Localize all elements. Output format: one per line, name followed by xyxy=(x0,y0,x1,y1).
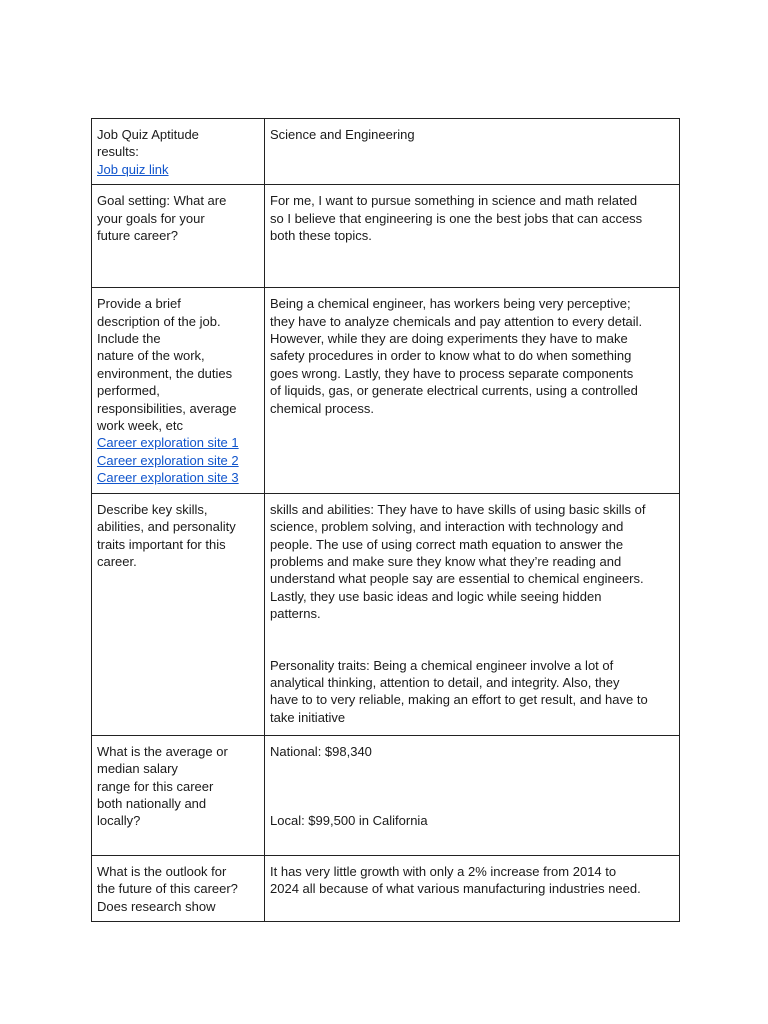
answer-cell xyxy=(265,735,680,855)
prompt-line: responsibilities, average xyxy=(97,400,237,416)
prompt-line: What is the outlook for xyxy=(97,863,227,879)
answer-line: have to to very reliable, making an effort to get result, and have to xyxy=(270,692,648,708)
answer-cell xyxy=(265,185,680,288)
career-worksheet-table xyxy=(91,118,680,922)
answer-line: chemical process. xyxy=(270,400,375,416)
prompt-line: What is the average or xyxy=(97,743,228,759)
career-exploration-link-1[interactable]: Career exploration site 1 xyxy=(97,435,239,451)
prompt-line: Describe key skills, xyxy=(97,501,208,517)
prompt-line: description of the job. xyxy=(97,313,221,329)
answer-cell xyxy=(265,119,680,185)
career-exploration-link-3[interactable]: Career exploration site 3 xyxy=(97,470,239,486)
table-row xyxy=(92,185,680,288)
answer-line: they have to analyze chemicals and pay attention to every detail. xyxy=(270,313,643,329)
prompt-line: future career? xyxy=(97,228,178,244)
prompt-line: results: xyxy=(97,144,139,160)
table-row xyxy=(92,288,680,493)
prompt-line: career. xyxy=(97,553,137,569)
paragraph-gap xyxy=(270,623,673,657)
answer-cell xyxy=(265,855,680,921)
answer-line: For me, I want to pursue something in science and math related xyxy=(270,193,638,209)
prompt-cell xyxy=(92,119,265,185)
answer-line: Science and Engineering xyxy=(270,127,415,142)
prompt-line: range for this career xyxy=(97,778,214,794)
table-row xyxy=(92,493,680,735)
prompt-cell xyxy=(92,288,265,493)
prompt-line: Provide a brief xyxy=(97,296,181,312)
answer-cell xyxy=(265,493,680,735)
prompt-line: Goal setting: What are xyxy=(97,193,227,209)
prompt-line: Job Quiz Aptitude xyxy=(97,127,199,142)
answer-line: Being a chemical engineer, has workers being very perceptive; xyxy=(270,296,631,312)
table-row xyxy=(92,119,680,185)
prompt-line: traits important for this xyxy=(97,536,226,552)
answer-line: science, problem solving, and interaction with technology and xyxy=(270,519,624,535)
prompt-line: your goals for your xyxy=(97,210,205,226)
prompt-cell xyxy=(92,855,265,921)
local-salary: Local: $99,500 in California xyxy=(270,813,428,829)
answer-line: goes wrong. Lastly, they have to process separate components xyxy=(270,365,634,381)
paragraph-gap xyxy=(270,760,673,812)
prompt-line: environment, the duties xyxy=(97,365,233,381)
answer-line: 2024 all because of what various manufacturing industries need. xyxy=(270,881,641,897)
answer-line: both these topics. xyxy=(270,228,372,244)
answer-line: people. The use of using correct math equation to answer the xyxy=(270,536,624,552)
answer-line: understand what people say are essential to chemical engineers. xyxy=(270,571,644,587)
answer-line: patterns. xyxy=(270,606,321,622)
answer-line: skills and abilities: They have to have skills of using basic skills of xyxy=(270,501,646,517)
answer-line: Personality traits: Being a chemical engineer involve a lot of xyxy=(270,657,614,673)
answer-line: so I believe that engineering is one the best jobs that can access xyxy=(270,210,643,226)
prompt-line: both nationally and xyxy=(97,795,207,811)
table-row xyxy=(92,735,680,855)
prompt-line: median salary xyxy=(97,761,178,777)
answer-cell xyxy=(265,288,680,493)
prompt-cell xyxy=(92,493,265,735)
prompt-line: Include the xyxy=(97,331,161,347)
answer-line: Lastly, they use basic ideas and logic while seeing hidden xyxy=(270,588,602,604)
prompt-line: locally? xyxy=(97,813,141,829)
answer-line: take initiative xyxy=(270,709,346,725)
prompt-line: Does research show xyxy=(97,898,216,914)
answer-line: It has very little growth with only a 2% increase from 2014 to xyxy=(270,863,617,879)
answer-line: problems and make sure they know what they’re reading and xyxy=(270,553,622,569)
answer-line: analytical thinking, attention to detail, and integrity. Also, they xyxy=(270,674,620,690)
job-quiz-link[interactable]: Job quiz link xyxy=(97,161,169,177)
answer-line: safety procedures in order to know what to do when something xyxy=(270,348,632,364)
career-exploration-link-2[interactable]: Career exploration site 2 xyxy=(97,452,239,468)
prompt-line: work week, etc xyxy=(97,418,183,434)
prompt-cell xyxy=(92,185,265,288)
answer-line: However, while they are doing experiments they have to make xyxy=(270,331,628,347)
prompt-line: the future of this career? xyxy=(97,881,238,897)
prompt-cell xyxy=(92,735,265,855)
prompt-line: nature of the work, xyxy=(97,348,205,364)
prompt-line: abilities, and personality xyxy=(97,519,236,535)
answer-line: of liquids, gas, or generate electrical currents, using a controlled xyxy=(270,383,638,399)
national-salary: National: $98,340 xyxy=(270,743,372,759)
prompt-line: performed, xyxy=(97,383,160,399)
table-row xyxy=(92,855,680,921)
